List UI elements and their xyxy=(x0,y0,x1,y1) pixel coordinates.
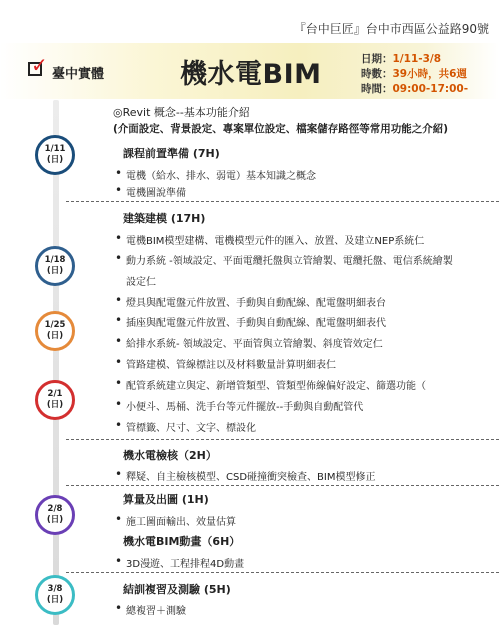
date-circle xyxy=(35,135,75,175)
date-label: 日期： xyxy=(361,53,393,65)
list-item: • 管路建模、管線標註以及材料數量計算明細表仁 xyxy=(126,356,336,371)
day-text: (日) xyxy=(46,400,64,410)
list-item-continuation: 設定仁 xyxy=(126,277,156,288)
list-item: • 插座與配電盤元件放置、手動與自動配線、配電盤明細表代 xyxy=(126,314,386,329)
section-title: 建築建模 (17H) xyxy=(123,212,206,225)
hours-info xyxy=(361,66,467,81)
day-text: (日) xyxy=(46,515,64,525)
address-line: 『台中巨匠』台中市西區公益路90號 xyxy=(293,22,489,36)
list-item: • 給排水系統- 領域設定、平面管與立管繪製、斜度管效定仁 xyxy=(126,335,383,350)
list-item: • 管標籤、尺寸、文字、標設化 xyxy=(126,419,256,434)
venue-label: 臺中實體 xyxy=(52,67,105,82)
list-item: • 電機圖說準備 xyxy=(126,184,186,199)
date-text: 2/8 xyxy=(47,504,63,515)
day-text: (日) xyxy=(46,155,64,165)
list-item: • 施工圖面輸出、效量估算 xyxy=(126,513,236,528)
date-text: 1/18 xyxy=(44,255,66,266)
section-title: 結訓複習及測驗 (5H) xyxy=(123,583,231,596)
list-item: • 電機BIM模型建構、電機模型元件的匯入、放置、及建立NEP系統仁 xyxy=(126,232,424,247)
day-text: (日) xyxy=(46,266,64,276)
date-circle xyxy=(35,380,75,420)
date-text: 2/1 xyxy=(47,389,63,400)
divider xyxy=(66,485,499,486)
list-item: • 配管系統建立與定、新增管類型、管類型佈線偏好設定、篩選功能（ xyxy=(126,377,426,392)
section-title: 算量及出圖 (1H) xyxy=(123,493,209,506)
checkmark-icon: ✓ xyxy=(31,53,48,77)
list-item: • 燈具與配電盤元件放置、手動與自動配線、配電盤明細表台 xyxy=(126,294,386,309)
list-item: • 釋疑、自主檢核模型、CSD碰撞衝突檢查、BIM模型修正 xyxy=(126,468,375,483)
date-text: 1/11 xyxy=(44,144,66,155)
hours-label: 時數： xyxy=(361,68,393,80)
list-item: • 總複習＋測驗 xyxy=(126,602,186,617)
list-item: • 3D漫遊、工程排程4D動畫 xyxy=(126,555,244,570)
date-info xyxy=(361,51,441,66)
section-title: 機水電BIM動畫（6H） xyxy=(123,535,241,548)
hours-value: 39小時，共6週 xyxy=(392,68,467,80)
checkbox-icon xyxy=(28,53,48,77)
divider xyxy=(66,201,499,202)
date-value: 1/11-3/8 xyxy=(392,53,442,65)
time-info xyxy=(361,81,468,96)
date-circle xyxy=(35,246,75,286)
page-title: 機水電BIM xyxy=(180,59,322,90)
list-item: • 電機（給水、排水、弱電）基本知識之概念 xyxy=(126,167,316,182)
date-text: 3/8 xyxy=(47,584,63,595)
section-title: 課程前置準備 (7H) xyxy=(123,147,220,160)
intro-line-2: (介面設定、背景設定、專案單位設定、檔案儲存路徑等常用功能之介紹) xyxy=(113,123,449,135)
time-label: 時間： xyxy=(361,83,393,95)
date-circle xyxy=(35,311,75,351)
date-text: 1/25 xyxy=(44,320,66,331)
section-title: 機水電檢核（2H） xyxy=(123,449,217,462)
timeline-bar xyxy=(53,100,59,625)
time-value: 09:00-17:00- xyxy=(392,83,469,95)
day-text: (日) xyxy=(46,331,64,341)
date-circle xyxy=(35,575,75,615)
divider xyxy=(66,572,499,573)
divider xyxy=(66,439,499,440)
day-text: (日) xyxy=(46,595,64,605)
list-item: • 小便斗、馬桶、洗手台等元件擺放--手動與自動配管代 xyxy=(126,398,363,413)
list-item: • 動力系統 -領域設定、平面電纜托盤與立管繪製、電纜托盤、電信系統繪製 xyxy=(126,252,453,267)
intro-line-1: ◎Revit 概念--基本功能介紹 xyxy=(113,106,250,119)
date-circle xyxy=(35,495,75,535)
